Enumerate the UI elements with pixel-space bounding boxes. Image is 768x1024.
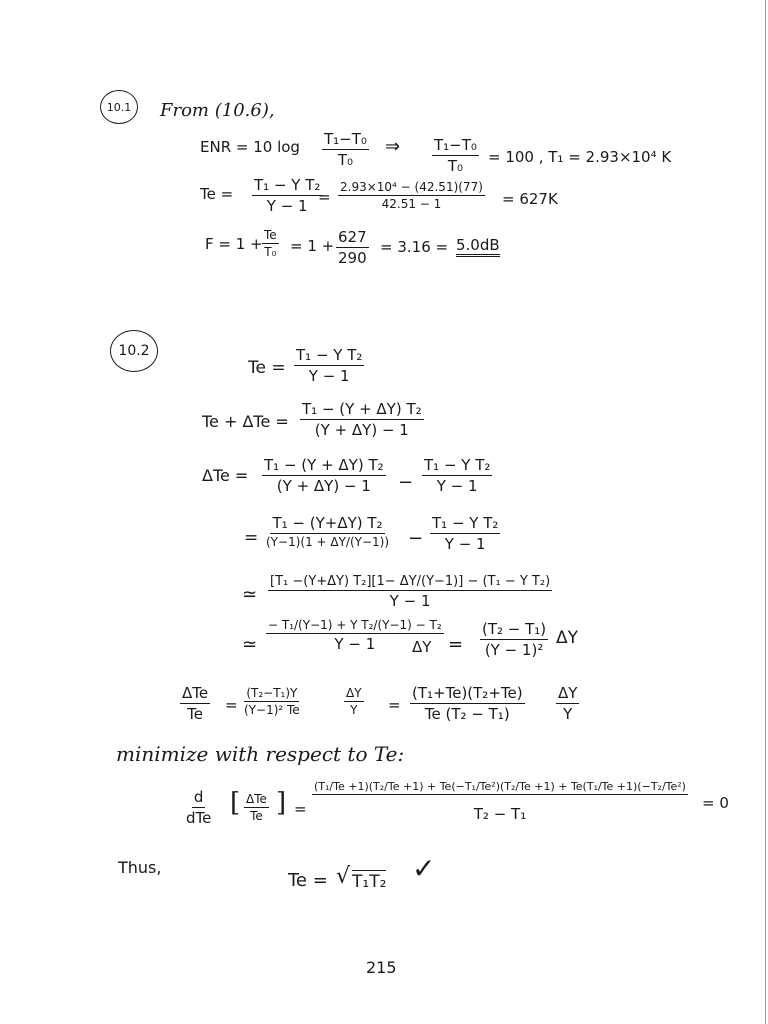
l2-num: T₁ − (Y + ΔY) T₂: [302, 400, 422, 418]
l7-eq: =: [225, 696, 238, 714]
problem-10-2-label: [110, 330, 158, 372]
l6-num-2: (T₂ − T₁): [482, 620, 547, 638]
l6-lhs: ≃: [242, 634, 258, 655]
l6-delta-y: ΔY: [412, 638, 432, 656]
problem-10-1-label: [100, 90, 138, 124]
f-db-answer: 5.0dB: [456, 236, 500, 257]
enr-lhs: ENR = 10 log: [200, 138, 300, 156]
page-edge: [765, 0, 766, 1024]
derivative-operator: [186, 788, 211, 827]
d-inner-fraction: [244, 792, 269, 823]
l7-fraction-c: [344, 686, 364, 717]
d-den: dTe: [186, 809, 212, 827]
d-inner-den: Te: [250, 809, 263, 823]
right-bracket: ]: [276, 788, 287, 818]
l4-minus: −: [408, 528, 424, 549]
f-num-2: 627: [338, 228, 367, 246]
l7-den-c: Y: [350, 703, 358, 717]
te-calc-fraction: [338, 180, 485, 211]
f-result: = 3.16 =: [380, 238, 449, 256]
f-num: Te: [264, 228, 277, 242]
l4-num-2: T₁ − Y T₂: [432, 514, 499, 532]
d-inner-num: ΔTe: [246, 792, 267, 806]
l7-eq-2: =: [388, 696, 401, 714]
check-mark-icon: ✓: [412, 852, 436, 885]
l4-fraction-2: [430, 514, 500, 553]
l7-den-e: Y: [563, 705, 573, 723]
l5-lhs: ≃: [242, 584, 258, 605]
te-result: = 627K: [502, 190, 558, 208]
l3-fraction: [262, 456, 386, 495]
l7-fraction-b: [244, 686, 300, 717]
l7-num-a: ΔTe: [182, 684, 209, 702]
l4-den: (Y−1)(1 + ΔY/(Y−1)): [266, 535, 390, 549]
l7-num-d: (T₁+Te)(T₂+Te): [412, 684, 523, 702]
from-text: From (10.6),: [160, 100, 275, 121]
enr-den: T₀: [337, 151, 354, 169]
l6-fraction-2: [480, 620, 548, 659]
ratio-num: T₁−T₀: [434, 136, 477, 154]
l3-num: T₁ − (Y + ΔY) T₂: [264, 456, 384, 474]
l1-num: T₁ − Y T₂: [296, 346, 363, 364]
f-fraction-2: [336, 228, 369, 267]
l7-num-c: ΔY: [346, 686, 362, 700]
enr-num: T₁−T₀: [324, 130, 367, 148]
f-den-2: 290: [338, 249, 367, 267]
l6-num: − T₁/(Y−1) + Y T₂/(Y−1) − T₂: [268, 618, 442, 632]
l4-num: T₁ − (Y+ΔY) T₂: [272, 514, 383, 532]
te-num: T₁ − Y T₂: [254, 176, 321, 194]
l1-fraction: [294, 346, 364, 385]
te-eq: =: [318, 188, 331, 206]
d-big-fraction: [312, 780, 688, 823]
l7-fraction-d: [410, 684, 525, 723]
l1-lhs: Te =: [248, 358, 286, 378]
d-big-num: (T₁/Te +1)(T₂/Te +1) + Te(−T₁/Te²)(T₂/Te +1) + Te(T₁/Te +1)(−T₂/Te²): [314, 780, 686, 793]
l6-delta-y-2: ΔY: [556, 628, 579, 648]
page-number: 215: [366, 958, 397, 977]
minimize-heading: minimize with respect to Te:: [116, 742, 405, 766]
l2-lhs: Te + ΔTe =: [202, 412, 289, 431]
f-den: T₀: [264, 245, 277, 259]
result-lhs: Te =: [288, 870, 328, 891]
te-calc-num: 2.93×10⁴ − (42.51)(77): [340, 180, 483, 194]
f-mid: = 1 +: [290, 237, 335, 255]
l5-fraction: [268, 574, 552, 610]
l3-minus: −: [398, 472, 414, 493]
te-calc-den: 42.51 − 1: [381, 197, 442, 211]
te-lhs: Te =: [200, 185, 234, 203]
d-big-den: T₂ − T₁: [473, 805, 527, 823]
l2-den: (Y + ΔY) − 1: [314, 421, 409, 439]
l7-num-e: ΔY: [558, 684, 578, 702]
l4-fraction: [266, 514, 389, 549]
left-bracket: [: [230, 788, 241, 818]
f-fraction: [262, 228, 279, 259]
l1-den: Y − 1: [308, 367, 350, 385]
l3-den: (Y + ΔY) − 1: [276, 477, 371, 495]
ratio-rhs: = 100 , T₁ = 2.93×10⁴ K: [488, 148, 672, 166]
l6-den: Y − 1: [334, 635, 376, 653]
l3-fraction-2: [422, 456, 492, 495]
problem-10-2-label-text: 10.2: [118, 343, 150, 359]
d-eq: =: [294, 800, 307, 818]
d-zero: = 0: [702, 794, 729, 812]
ratio-den: T₀: [447, 157, 464, 175]
enr-fraction: [322, 130, 369, 169]
l7-den-d: Te (T₂ − T₁): [424, 705, 510, 723]
l7-num-b: (T₂−T₁)Y: [246, 686, 298, 700]
sqrt-radical: √: [336, 864, 351, 889]
f-lhs: F = 1 +: [205, 235, 263, 253]
l7-fraction-a: [180, 684, 210, 723]
l7-fraction-e: [556, 684, 579, 723]
l6-den-2: (Y − 1)²: [484, 641, 544, 659]
l4-lhs: =: [244, 528, 259, 548]
l3-den-2: Y − 1: [436, 477, 478, 495]
implies-arrow: ⇒: [385, 136, 401, 157]
l5-num: [T₁ −(Y+ΔY) T₂][1− ΔY/(Y−1)] − (T₁ − Y T₂): [270, 574, 551, 589]
d-num: d: [193, 788, 204, 806]
l6-eq: =: [448, 634, 464, 655]
te-fraction: [252, 176, 322, 215]
l4-den-2: Y − 1: [444, 535, 486, 553]
te-den: Y − 1: [266, 197, 308, 215]
l7-den-a: Te: [187, 705, 203, 723]
l7-den-b: (Y−1)² Te: [244, 703, 300, 717]
result-radicand: T₁T₂: [352, 872, 387, 892]
l5-den: Y − 1: [389, 592, 431, 610]
ratio-fraction: [432, 136, 479, 175]
problem-10-1-label-text: 10.1: [106, 100, 132, 114]
thus-text: Thus,: [118, 858, 162, 877]
l3-lhs: ΔTe =: [202, 466, 249, 485]
l3-num-2: T₁ − Y T₂: [424, 456, 491, 474]
l2-fraction: [300, 400, 424, 439]
